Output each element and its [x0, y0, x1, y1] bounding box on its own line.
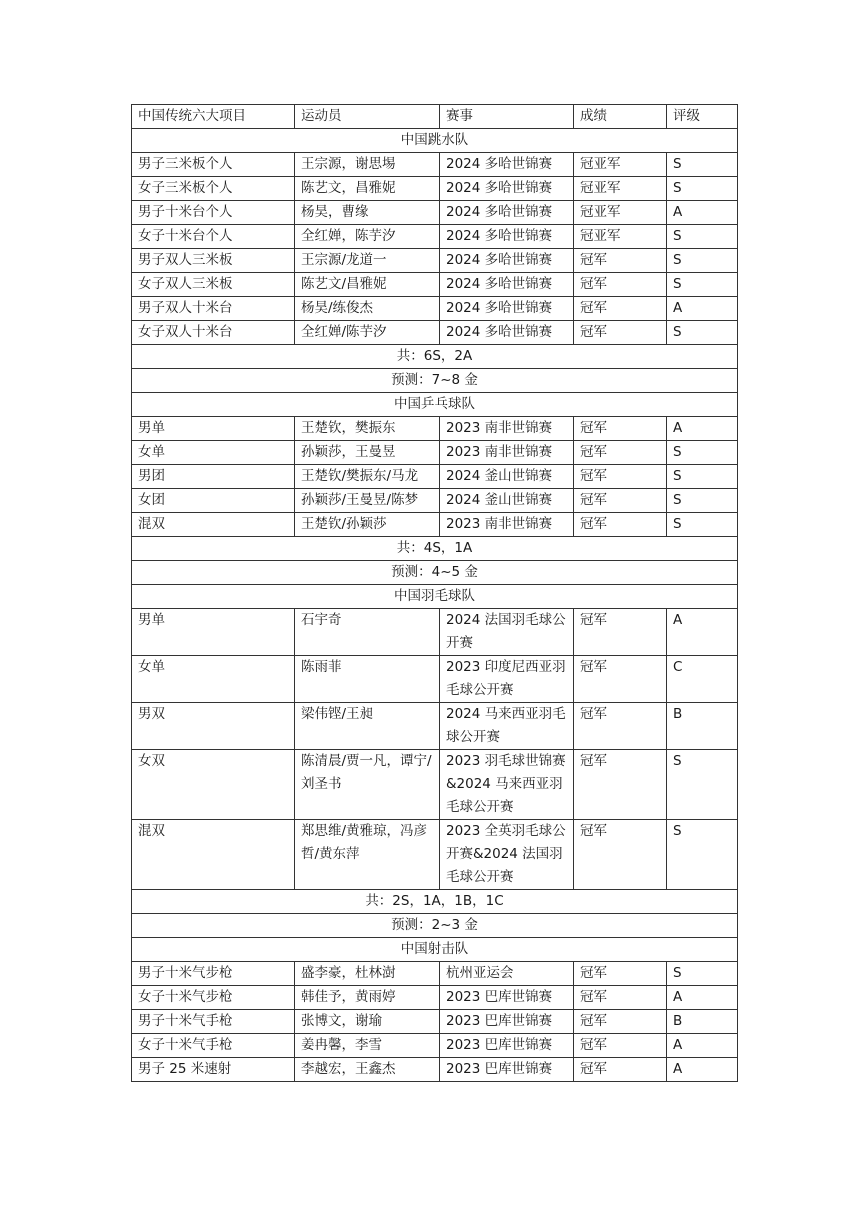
result-cell: 冠军	[574, 1034, 667, 1058]
header-cell: 中国传统六大项目	[132, 105, 295, 129]
competition-cell: 2024 多哈世锦赛	[440, 297, 574, 321]
competition-cell: 2024 多哈世锦赛	[440, 201, 574, 225]
forecast-summary: 预测：2~3 金	[132, 914, 738, 938]
event-cell: 男子十米气步枪	[132, 962, 295, 986]
event-cell: 女子十米台个人	[132, 225, 295, 249]
result-cell: 冠军	[574, 1010, 667, 1034]
team-name: 中国羽毛球队	[132, 585, 738, 609]
athlete-cell: 杨昊，曹缘	[295, 201, 440, 225]
competition-cell: 2024 多哈世锦赛	[440, 225, 574, 249]
team-row	[132, 129, 738, 153]
grade-cell: S	[667, 513, 738, 537]
table-row	[132, 1058, 738, 1082]
result-cell: 冠亚军	[574, 201, 667, 225]
athlete-cell: 王楚钦/孙颖莎	[295, 513, 440, 537]
event-cell: 男团	[132, 465, 295, 489]
grade-cell: S	[667, 962, 738, 986]
table-row	[132, 417, 738, 441]
result-cell: 冠军	[574, 465, 667, 489]
event-cell: 混双	[132, 513, 295, 537]
result-cell: 冠军	[574, 441, 667, 465]
athlete-cell: 孙颖莎/王曼昱/陈梦	[295, 489, 440, 513]
competition-cell: 2023 印度尼西亚羽毛球公开赛	[440, 656, 574, 703]
athlete-cell: 王楚钦/樊振东/马龙	[295, 465, 440, 489]
competition-cell: 2023 南非世锦赛	[440, 513, 574, 537]
athlete-cell: 陈艺文，昌雅妮	[295, 177, 440, 201]
grade-cell: A	[667, 609, 738, 656]
athlete-cell: 王宗源/龙道一	[295, 249, 440, 273]
result-cell: 冠军	[574, 703, 667, 750]
result-cell: 冠军	[574, 297, 667, 321]
event-cell: 女双	[132, 750, 295, 820]
event-cell: 男子双人三米板	[132, 249, 295, 273]
forecast-summary: 预测：4~5 金	[132, 561, 738, 585]
competition-cell: 杭州亚运会	[440, 962, 574, 986]
event-cell: 女团	[132, 489, 295, 513]
total-summary: 共：6S，2A	[132, 345, 738, 369]
event-cell: 女单	[132, 441, 295, 465]
table-row	[132, 820, 738, 890]
event-cell: 男子十米气手枪	[132, 1010, 295, 1034]
grade-cell: C	[667, 656, 738, 703]
grade-cell: A	[667, 1058, 738, 1082]
result-cell: 冠亚军	[574, 177, 667, 201]
total-row	[132, 537, 738, 561]
athlete-cell: 姜冉馨，李雪	[295, 1034, 440, 1058]
event-cell: 女子双人三米板	[132, 273, 295, 297]
competition-cell: 2023 巴库世锦赛	[440, 1034, 574, 1058]
grade-cell: A	[667, 986, 738, 1010]
result-cell: 冠亚军	[574, 153, 667, 177]
event-cell: 女子三米板个人	[132, 177, 295, 201]
result-cell: 冠军	[574, 1058, 667, 1082]
grade-cell: S	[667, 321, 738, 345]
table-row	[132, 656, 738, 703]
grade-cell: S	[667, 441, 738, 465]
table-row	[132, 1034, 738, 1058]
result-cell: 冠军	[574, 609, 667, 656]
competition-cell: 2024 多哈世锦赛	[440, 249, 574, 273]
athlete-cell: 石宇奇	[295, 609, 440, 656]
competition-cell: 2023 羽毛球世锦赛&2024 马来西亚羽毛球公开赛	[440, 750, 574, 820]
grade-cell: S	[667, 465, 738, 489]
athlete-cell: 盛李豪，杜林澍	[295, 962, 440, 986]
table-row	[132, 513, 738, 537]
table-row	[132, 1010, 738, 1034]
competition-cell: 2023 南非世锦赛	[440, 441, 574, 465]
events-table	[131, 104, 738, 1082]
competition-cell: 2024 釜山世锦赛	[440, 465, 574, 489]
team-name: 中国射击队	[132, 938, 738, 962]
table-row	[132, 321, 738, 345]
team-row	[132, 393, 738, 417]
event-cell: 女子十米气手枪	[132, 1034, 295, 1058]
grade-cell: S	[667, 820, 738, 890]
event-cell: 男子十米台个人	[132, 201, 295, 225]
team-row	[132, 585, 738, 609]
grade-cell: A	[667, 417, 738, 441]
header-row	[132, 105, 738, 129]
grade-cell: S	[667, 750, 738, 820]
document-page	[131, 104, 737, 1082]
table-row	[132, 153, 738, 177]
grade-cell: S	[667, 273, 738, 297]
result-cell: 冠亚军	[574, 225, 667, 249]
event-cell: 男单	[132, 609, 295, 656]
header-cell: 赛事	[440, 105, 574, 129]
competition-cell: 2023 南非世锦赛	[440, 417, 574, 441]
table-row	[132, 177, 738, 201]
athlete-cell: 陈清晨/贾一凡，谭宁/刘圣书	[295, 750, 440, 820]
competition-cell: 2023 全英羽毛球公开赛&2024 法国羽毛球公开赛	[440, 820, 574, 890]
athlete-cell: 王楚钦，樊振东	[295, 417, 440, 441]
table-row	[132, 986, 738, 1010]
result-cell: 冠军	[574, 986, 667, 1010]
athlete-cell: 李越宏，王鑫杰	[295, 1058, 440, 1082]
athlete-cell: 孙颖莎，王曼昱	[295, 441, 440, 465]
athlete-cell: 郑思维/黄雅琼，冯彦哲/黄东萍	[295, 820, 440, 890]
table-row	[132, 297, 738, 321]
event-cell: 男子三米板个人	[132, 153, 295, 177]
table-row	[132, 225, 738, 249]
table-row	[132, 489, 738, 513]
team-row	[132, 938, 738, 962]
table-row	[132, 465, 738, 489]
result-cell: 冠军	[574, 513, 667, 537]
table-row	[132, 201, 738, 225]
athlete-cell: 陈艺文/昌雅妮	[295, 273, 440, 297]
athlete-cell: 韩佳予，黄雨婷	[295, 986, 440, 1010]
result-cell: 冠军	[574, 656, 667, 703]
grade-cell: B	[667, 703, 738, 750]
athlete-cell: 杨昊/练俊杰	[295, 297, 440, 321]
team-name: 中国乒乓球队	[132, 393, 738, 417]
competition-cell: 2023 巴库世锦赛	[440, 1058, 574, 1082]
table-row	[132, 249, 738, 273]
competition-cell: 2024 釜山世锦赛	[440, 489, 574, 513]
grade-cell: S	[667, 249, 738, 273]
header-cell: 成绩	[574, 105, 667, 129]
result-cell: 冠军	[574, 417, 667, 441]
event-cell: 女子双人十米台	[132, 321, 295, 345]
table-row	[132, 703, 738, 750]
grade-cell: S	[667, 225, 738, 249]
athlete-cell: 全红婵/陈芋汐	[295, 321, 440, 345]
competition-cell: 2024 马来西亚羽毛球公开赛	[440, 703, 574, 750]
result-cell: 冠军	[574, 489, 667, 513]
competition-cell: 2023 巴库世锦赛	[440, 986, 574, 1010]
grade-cell: S	[667, 177, 738, 201]
athlete-cell: 陈雨菲	[295, 656, 440, 703]
result-cell: 冠军	[574, 273, 667, 297]
athlete-cell: 全红婵，陈芋汐	[295, 225, 440, 249]
result-cell: 冠军	[574, 820, 667, 890]
result-cell: 冠军	[574, 249, 667, 273]
event-cell: 男单	[132, 417, 295, 441]
event-cell: 女子十米气步枪	[132, 986, 295, 1010]
competition-cell: 2024 多哈世锦赛	[440, 273, 574, 297]
forecast-row	[132, 369, 738, 393]
total-row	[132, 345, 738, 369]
grade-cell: B	[667, 1010, 738, 1034]
competition-cell: 2024 多哈世锦赛	[440, 153, 574, 177]
grade-cell: S	[667, 489, 738, 513]
team-name: 中国跳水队	[132, 129, 738, 153]
forecast-row	[132, 561, 738, 585]
total-row	[132, 890, 738, 914]
grade-cell: S	[667, 153, 738, 177]
total-summary: 共：2S，1A，1B，1C	[132, 890, 738, 914]
table-row	[132, 609, 738, 656]
athlete-cell: 张博文，谢瑜	[295, 1010, 440, 1034]
result-cell: 冠军	[574, 321, 667, 345]
result-cell: 冠军	[574, 750, 667, 820]
competition-cell: 2024 多哈世锦赛	[440, 177, 574, 201]
athlete-cell: 梁伟铿/王昶	[295, 703, 440, 750]
result-cell: 冠军	[574, 962, 667, 986]
event-cell: 男子双人十米台	[132, 297, 295, 321]
grade-cell: A	[667, 297, 738, 321]
event-cell: 女单	[132, 656, 295, 703]
table-row	[132, 441, 738, 465]
athlete-cell: 王宗源，谢思埸	[295, 153, 440, 177]
table-row	[132, 273, 738, 297]
event-cell: 混双	[132, 820, 295, 890]
event-cell: 男子 25 米速射	[132, 1058, 295, 1082]
competition-cell: 2023 巴库世锦赛	[440, 1010, 574, 1034]
forecast-row	[132, 914, 738, 938]
total-summary: 共：4S，1A	[132, 537, 738, 561]
competition-cell: 2024 法国羽毛球公开赛	[440, 609, 574, 656]
competition-cell: 2024 多哈世锦赛	[440, 321, 574, 345]
header-cell: 运动员	[295, 105, 440, 129]
forecast-summary: 预测：7~8 金	[132, 369, 738, 393]
table-row	[132, 750, 738, 820]
event-cell: 男双	[132, 703, 295, 750]
table-row	[132, 962, 738, 986]
header-cell: 评级	[667, 105, 738, 129]
grade-cell: A	[667, 1034, 738, 1058]
grade-cell: A	[667, 201, 738, 225]
